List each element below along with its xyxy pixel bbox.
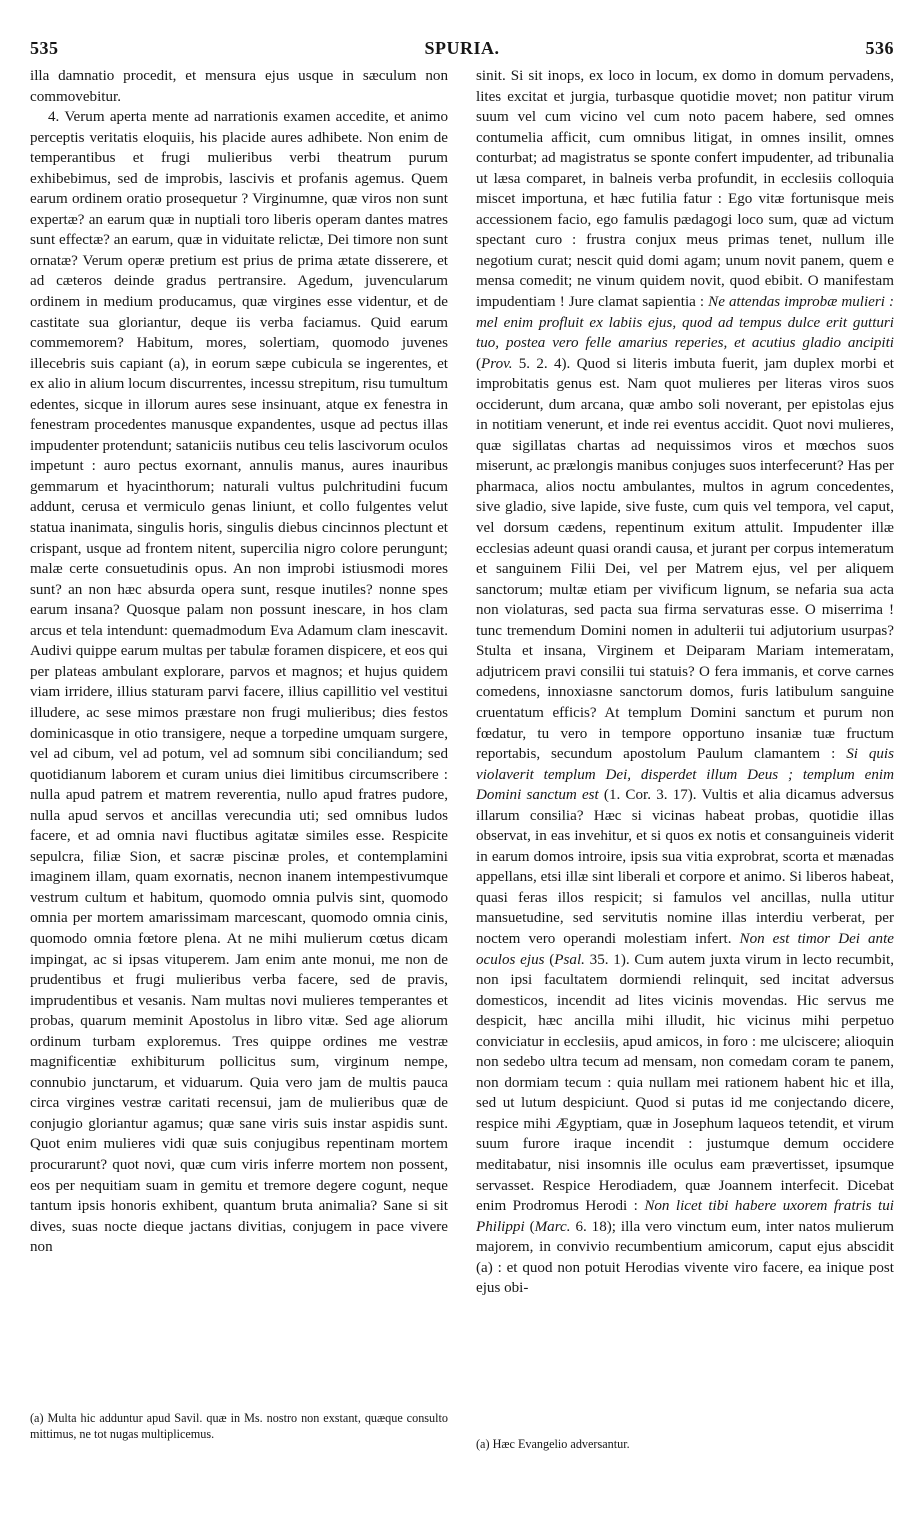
text-run: 3. 17). Vultis et alia dicamus adversus illarum consilia? Hæc si vicinas habeat probas, quotidie illas observat, in eas invehitur, et si quos ex notis et consanguineis viderit in earum domos introire, ipsis sua vitia exprobrat, scorta et mænadas appellans, etsi illæ sint liberali et corpore et animo. Si liberos habeat, quasi feras illos respicit; si famulos vel ancillas, nulla utitur mansuetudine, sed servitutis nomine illas interdiu verberat, per noctem vero operandi molestiam infert. — [476, 787, 894, 947]
scripture-quote: Ne attendas improbæ mulieri : mel enim profluit ex labiis ejus, quod ad tempus dulce erit gutturi tuo, postea vero felle amarius reperies, et acutius gladio ancipiti — [476, 294, 894, 352]
paragraph-continuation-right — [476, 66, 894, 1299]
footnote-right: (a) Hæc Evangelio adversantur. — [476, 1437, 630, 1451]
running-header — [30, 38, 894, 64]
paragraph-4: 4. Verum aperta mente ad narrationis examen accedite, et animo perceptis veritatis eloquiis, his placide aures adhibete. Non enim de temperantibus et frugi mulieribus verbi theatrum purum exhibebimus, sed de improbis, lascivis et profanis agemus. Quem earum ordinem oratio prosequetur ? Virginumne, quæ viros non sunt expertæ? an earum quæ in nuptiali toro liberis operam dantes matres sunt effectæ? an earum, quæ in viduitate relictæ, Dei timore non sunt ornatæ? Verum operæ pretium est prius de prima ætate disserere, et ad cæteros deinde gradus pertransire. Agedum, juvencularum ordinem in medium producamus, quæ virgines esse videntur, et de castitate sua gloriantur, deque iis verba faciamus. Quid earum commemorem? Habitum, mores, solertiam, quomodo juvenes illecebris suis capiant (a), in eorum sæpe cubicula se ingerentes, et ex alio in alium locum discurrentes, incessu strepitum, risu tumultum edentes, sicque in illorum aures sese insinuant, atque ex fenestra in fenestram procedentes manusque expandentes, usque ad pectus illas impudenter protendunt; sataniciis nutibus ceu telis lascivorum oculos impetunt : auro pectus exornant, annulis manus, aures inauribus gemmarum et hyacinthorum; naturali vultus pulchritudini fucum addunt, cerusa et vermiculo genas liniunt, et collo fulgentes velut statua inanimata, singulis horis, singulis diebus cincinnos plectunt et crispant, usque ad frontem nitent, supercilia nigro colore perungunt; malæ certe consuetudinis opus. An non improbi istiusmodi mores sunt? an non hæc absurda opera sunt, resque inutiles? nonne spes earum insana? Quosque palam non possunt inescare, in hos clam arcus et tela intendunt: quemadmodum Eva Adamum clam inescavit. Audivi quippe earum multas per tabulæ foramen dispicere, et eos qui per plateas ambulant explorare, parvos et magnos; et hujus quidem viam irridere, illius staturam parvi facere, illius capillitio vel vestitui illudere, ac sese mimos præstare non frugi mulieribus; dies festos dominicasque in otio transigere, neque a torpedine umquam surgere, vel ad cibum, vel ad potum, vel ad somnum sibi conciliandum; sed quotidianum laborem et curam unius diei limitibus circumscribere : nulla apud patrem et matrem reverentia, nullo apud fratres pudore, nulla apud servos et ancillas verecundia uti; sed omnibus ludos facere, et ad omnia navi fluctibus agitatæ similes esse. Respicite sepulcra, filiæ Sion, et sacræ piscinæ proles, et contemplamini imaginem illam, quam exornatis, necnon inanem intempestivumque vestrum cultum et habitum, quomodo omnia pulvis sint, quomodo omnia per mortem amarissimam marcescant, quomodo omnia cinis, quomodo omnia fœtore plena. At ne mihi mulierum cœtus dicam impingat, ac si ipsas vituperem. Jam enim ante monui, me non de prudentibus et frugi mulieribus verba facere, sed de pravis, imprudentibus et vesanis. Nam multas novi mulieres temperantes et probas, quarum meminit Apostolus in libro vitæ. Sed age aliorum ordinum turbam exploremus. Tres quippe ordines me vestræ magnificentiæ exhibiturum pollicitus sum, virginum nempe, connubio junctarum, et viduarum. Quia vero jam de multis pauca circa virgines vestræ caritati recensui, jam de mulieribus quæ de conjugio gloriantur agamus; quæ sane viris suis instar aspidis sunt. Quot enim mulieres vidi quæ suis conjugibus repentinam mortem procurarunt? quot novi, quæ cum viris inferre mortem non possent, eos per nequitiam suam in gemitu et tremore degere cogunt, neque tantum ipsis honoris exhibent, quantum bruta animalia? Sane si sit dives, suas nocte dieque jactans divitias, conjugem in pace vivere non — [30, 109, 448, 1256]
text-run: 35. 1). Cum autem juxta virum in lecto recumbit, non ipsi facultatem dormiendi relinquit, sed incitat adversus domesticos, incendit ad lites vicinis movendas. Hic servus me despicit, hæc ancilla mihi illudit, hic vicinus mihi perpetuo conviciatur in ecclesiis, apud amicos, in foro : me ulciscere; alioquin non sedebo ultra tecum ad mensam, non comedam coram te panem, non dormiam tecum : quia nullam mei rationem habent hic et illa, sed ut lutum despiciunt. Quod si putas id me conjectando dicere, respice mihi Ægyptiam, quæ in Josephum laqueos tetendit, et virum suum furore iraque incendit : justumque demum occidere meditabatur, nisi insomnis ille oculus eam prævertisset, ipsumque servasset. Respice Herodiadem, quæ Joannem interfecit. Dicebat enim Prodromus Herodi : — [476, 951, 894, 1215]
scripture-quote: Non licet tibi habere uxorem fratris tui Philippi — [476, 1198, 894, 1235]
text-run: ( — [524, 1218, 535, 1235]
text-run: ( — [544, 951, 555, 968]
scripture-reference: 1. Cor. — [608, 787, 652, 804]
page-number-right: 536 — [865, 38, 894, 58]
text-run: ( — [476, 355, 482, 372]
right-column — [476, 66, 894, 1422]
paragraph-continuation: illa damnatio procedit, et mensura ejus usque in sæculum non commovebitur. — [30, 68, 448, 105]
text-run: 5. 2. 4). Quod si literis imbuta fuerit, jam duplex morbi et improbitatis genus est. Nam quot mulieres per literas viros suos occiderunt, dum arcana, quæ ambo soli noverant, per epistolas ejus in notitiam venerunt, et inde rei eventus accidit. Quot novi mulieres, quæ sigillatas chartas ad nequissimos viros et mœchos suos miserunt, ac prælongis manibus conjuges suos interfecerunt? Has per pharmaca, alios noctu ambulantes, multos in agrum concedentes, sive gladio, sive lapide, sive fuste, cum quis vel tempora, vel caput, vel dorsum cædens, repentinum exitum attulit. Impudenter illæ ecclesias adeunt quasi orandi causa, et jurant per corpus intemeratum et sanguinem Filii Dei, vel per Matrem ejus, vel per aliquem sanctorum; multæ etiam per vivificum lignum, se nefaria sua acta non violaturas, sed pacta sua firma servaturas esse. O miserrima ! tunc tremendum Domini nomen in adulterii tui adjutorium usurpas? Stulta et insana, Virginem et Deiparam Mariam intemeratam, adjutricem pravi consilii tui statuis? O fera immanis, et corve carnes comedens, innoxiasne sanctorum domos, furis latibulum sanguine cruentatum efficis? At templum Domini sanctum et purum non fœdatur, tu vero in tempore opportuno insaniæ tuæ fructum reportabis, secundum apostolum Paulum clamantem : — [476, 355, 894, 763]
page-number-left: 535 — [30, 38, 59, 58]
text-run: 6. 18); illa vero vinctum eum, inter natos mulierum majorem, in convivio recumbentium amicorum, caput ejus abscidit (a) : et quod non potuit Herodias vivente viro facere, ea inique post ejus obi- — [476, 1218, 894, 1297]
text-run: ( — [598, 787, 609, 804]
scripture-reference: Prov. — [481, 355, 513, 372]
scripture-reference: Marc. — [534, 1218, 571, 1235]
scripture-quote: Si quis violaverit templum Dei, disperdet illum Deus ; templum enim Domini sanctum est — [476, 746, 894, 804]
scripture-reference: Psal. — [554, 951, 585, 968]
text-run: sinit. Si sit inops, ex loco in locum, ex domo in domum pervadens, lites excitat et jurgia, turbasque quotidie movet; non patitur virum suum vel cum vicino vel cum noto pacem habere, sed omnes contumelia afficit, cum omnibus litigat, in omnes insilit, omnes conturbat; ad magistratus se sponte confert impudenter, ad tribunalia ut læsa comparet, in balneis verba profundit, in ecclesiis colloquia miscet importuna, et hæc futilia fatur : Ego vitæ fortunisque meis accessionem facio, ego famulis pædagogi loco sum, quæ ad victum spectant curo : frustra conjux meus primas tenet, nullum ille negotium curat; nescit quid domi agam; unum novit panem, quem e mensa comedit; ne vinum quidem novit, quod ebibit. O manifestam impudentiam ! Jure clamat sapientia : — [476, 68, 894, 311]
left-column — [30, 66, 448, 1384]
running-title: SPURIA. — [424, 38, 500, 58]
scripture-quote: Non est timor Dei ante oculos ejus — [476, 930, 894, 968]
footnote-left: (a) Multa hic adduntur apud Savil. quæ in Ms. nostro non exstant, quæque consulto mittimus, ne tot nugas multiplicemus. — [30, 1411, 448, 1441]
